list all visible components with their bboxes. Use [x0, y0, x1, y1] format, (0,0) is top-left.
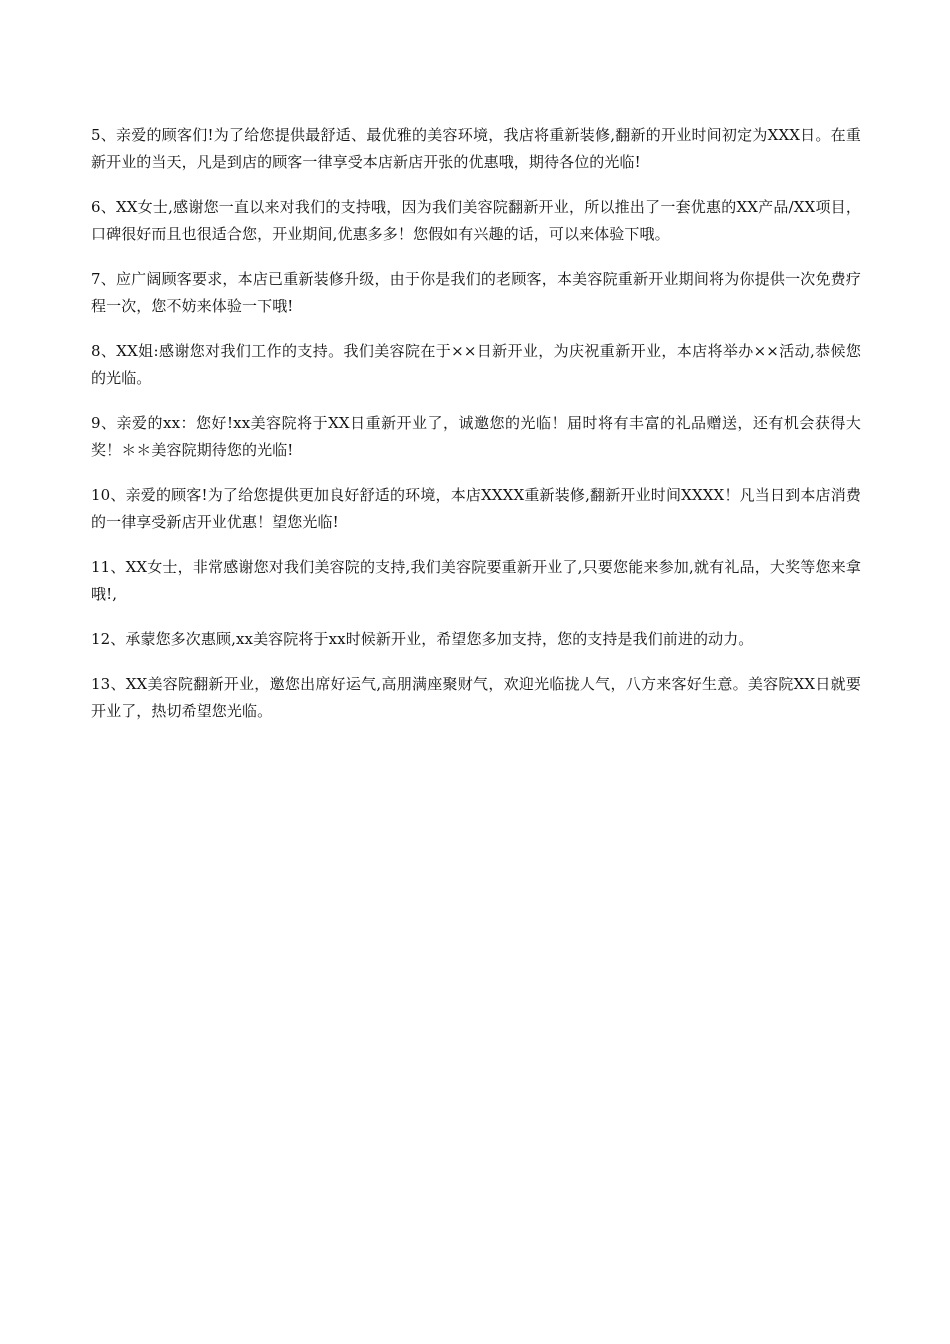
paragraph-5: 5、亲爱的顾客们!为了给您提供最舒适、最优雅的美容环境，我店将重新装修,翻新的开业时间初定为XXX日。在重新开业的当天，凡是到店的顾客一律享受本店新店开张的优惠哦，期待各位的光临! — [91, 126, 861, 171]
paragraph-9: 9、亲爱的xx：您好!xx美容院将于XX日重新开业了，诚邀您的光临！届时将有丰富的礼品赠送，还有机会获得大奖！＊＊美容院期待您的光临! — [91, 414, 861, 459]
paragraph-12: 12、承蒙您多次惠顾,xx美容院将于xx时候新开业，希望您多加支持，您的支持是我们前进的动力。 — [91, 630, 754, 648]
paragraph-10: 10、亲爱的顾客!为了给您提供更加良好舒适的环境，本店XXXX重新装修,翻新开业时间XXXX！凡当日到本店消费的一律享受新店开业优惠！望您光临! — [91, 486, 861, 531]
paragraph-13: 13、XX美容院翻新开业，邀您出席好运气,高朋满座聚财气，欢迎光临拢人气，八方来客好生意。美容院XX日就要开业了，热切希望您光临。 — [91, 675, 861, 720]
paragraph-11: 11、XX女士，非常感谢您对我们美容院的支持,我们美容院要重新开业了,只要您能来参加,就有礼品，大奖等您来拿哦!, — [91, 558, 861, 603]
paragraph-6: 6、XX女士,感谢您一直以来对我们的支持哦，因为我们美容院翻新开业，所以推出了一套优惠的XX产品/XX项目，口碑很好而且也很适合您，开业期间,优惠多多！您假如有兴趣的话，可以来体验下哦。 — [91, 198, 861, 243]
document-body — [91, 122, 861, 743]
paragraph-8: 8、XX姐:感谢您对我们工作的支持。我们美容院在于××日新开业，为庆祝重新开业，本店将举办××活动,恭候您的光临。 — [91, 342, 861, 387]
paragraph-7: 7、应广阔顾客要求，本店已重新装修升级，由于你是我们的老顾客，本美容院重新开业期间将为你提供一次免费疗程一次，您不妨来体验一下哦! — [91, 270, 861, 315]
